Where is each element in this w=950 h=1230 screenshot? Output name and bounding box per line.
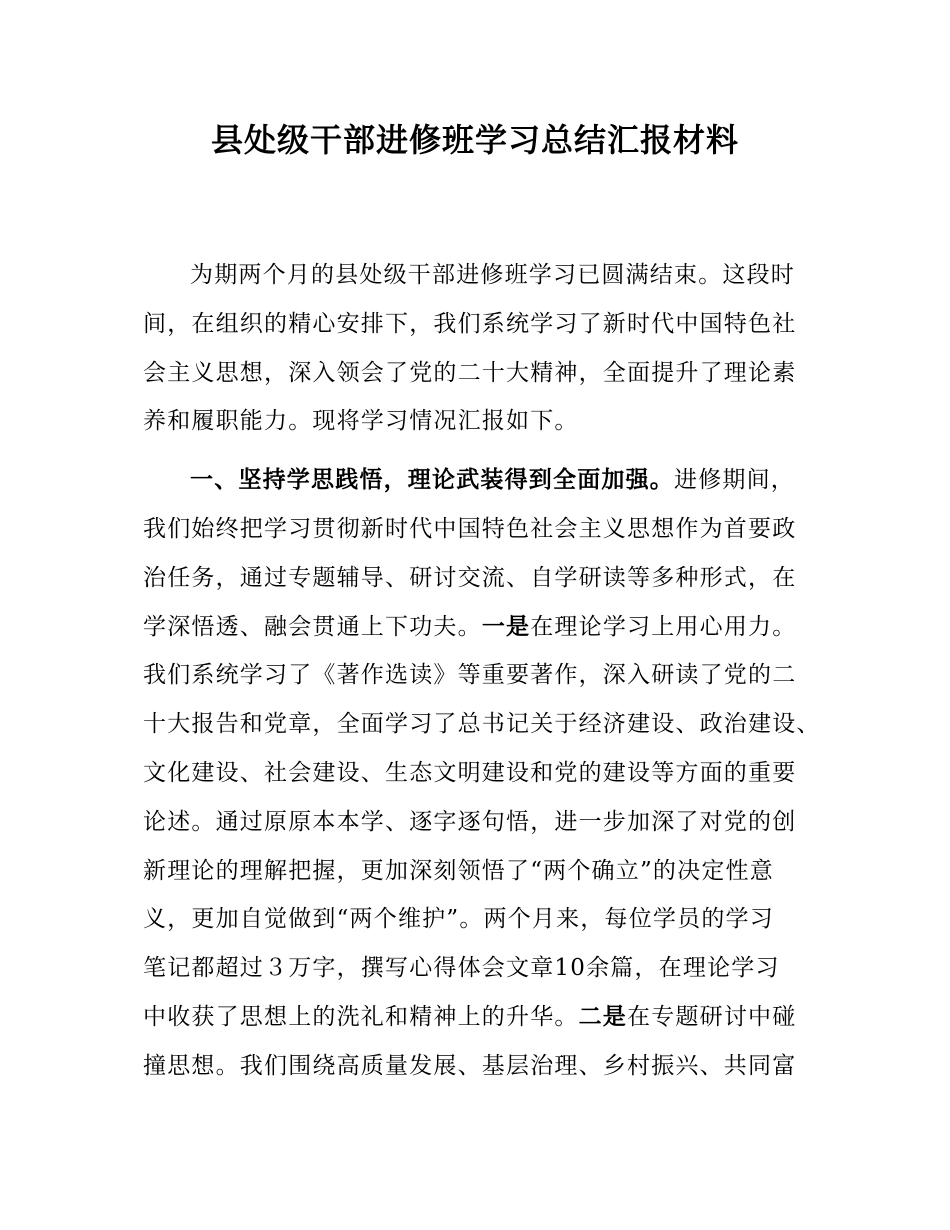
section-heading: 一、坚持学思践悟，理论武装得到全面加强。 bbox=[190, 467, 674, 494]
body-line: 撞思想。我们围绕高质量发展、基层治理、乡村振兴、共同富 bbox=[143, 1052, 797, 1079]
document-body bbox=[143, 251, 843, 1091]
body-line: 新理论的理解把握，更加深刻领悟了“两个确立”的决定性意 bbox=[143, 857, 774, 884]
intro-line: 养和履职能力。现将学习情况汇报如下。 bbox=[143, 408, 579, 435]
body-text: 在理论学习上用心用力。 bbox=[530, 613, 797, 640]
point-marker-first: 一是 bbox=[481, 613, 531, 640]
body-text: 学深悟透、融会贯通上下功夫。 bbox=[143, 613, 482, 640]
body-text: 中收获了思想上的洗礼和精神上的升华。 bbox=[143, 1003, 579, 1030]
body-line bbox=[143, 993, 843, 1042]
point-marker-second: 二是 bbox=[578, 1003, 628, 1030]
body-line: 文化建设、社会建设、生态文明建设和党的建设等方面的重要 bbox=[143, 759, 797, 786]
body-line: 我们系统学习了《著作选读》等重要著作，深入研读了党的二 bbox=[143, 662, 797, 689]
section-heading-tail: 进修期间， bbox=[674, 467, 795, 494]
intro-line: 会主义思想，深入领会了党的二十大精神，全面提升了理论素 bbox=[143, 359, 797, 386]
document-title: 县处级干部进修班学习总结汇报材料 bbox=[210, 121, 739, 159]
body-line: 我们始终把学习贯彻新时代中国特色社会主义思想作为首要政 bbox=[143, 515, 797, 542]
body-line: 义，更加自觉做到“两个维护”。两个月来，每位学员的学习 bbox=[143, 906, 774, 933]
body-text: 在专题研讨中碰 bbox=[627, 1003, 797, 1030]
body-line: 论述。通过原原本本学、逐字逐句悟，进一步加深了对党的创 bbox=[143, 808, 797, 835]
intro-line: 为期两个月的县处级干部进修班学习已圆满结束。这段时 bbox=[190, 262, 795, 288]
section-heading-line bbox=[143, 456, 843, 505]
body-line bbox=[143, 603, 843, 652]
body-line: 治任务，通过专题辅导、研讨交流、自学研读等多种形式，在 bbox=[143, 564, 797, 591]
body-line: 笔记都超过３万字，撰写心得体会文章10余篇，在理论学习 bbox=[143, 955, 780, 982]
body-line: 十大报告和党章，全面学习了总书记关于经济建设、政治建设、 bbox=[143, 711, 821, 738]
intro-line: 间，在组织的精心安排下，我们系统学习了新时代中国特色社 bbox=[143, 310, 797, 337]
